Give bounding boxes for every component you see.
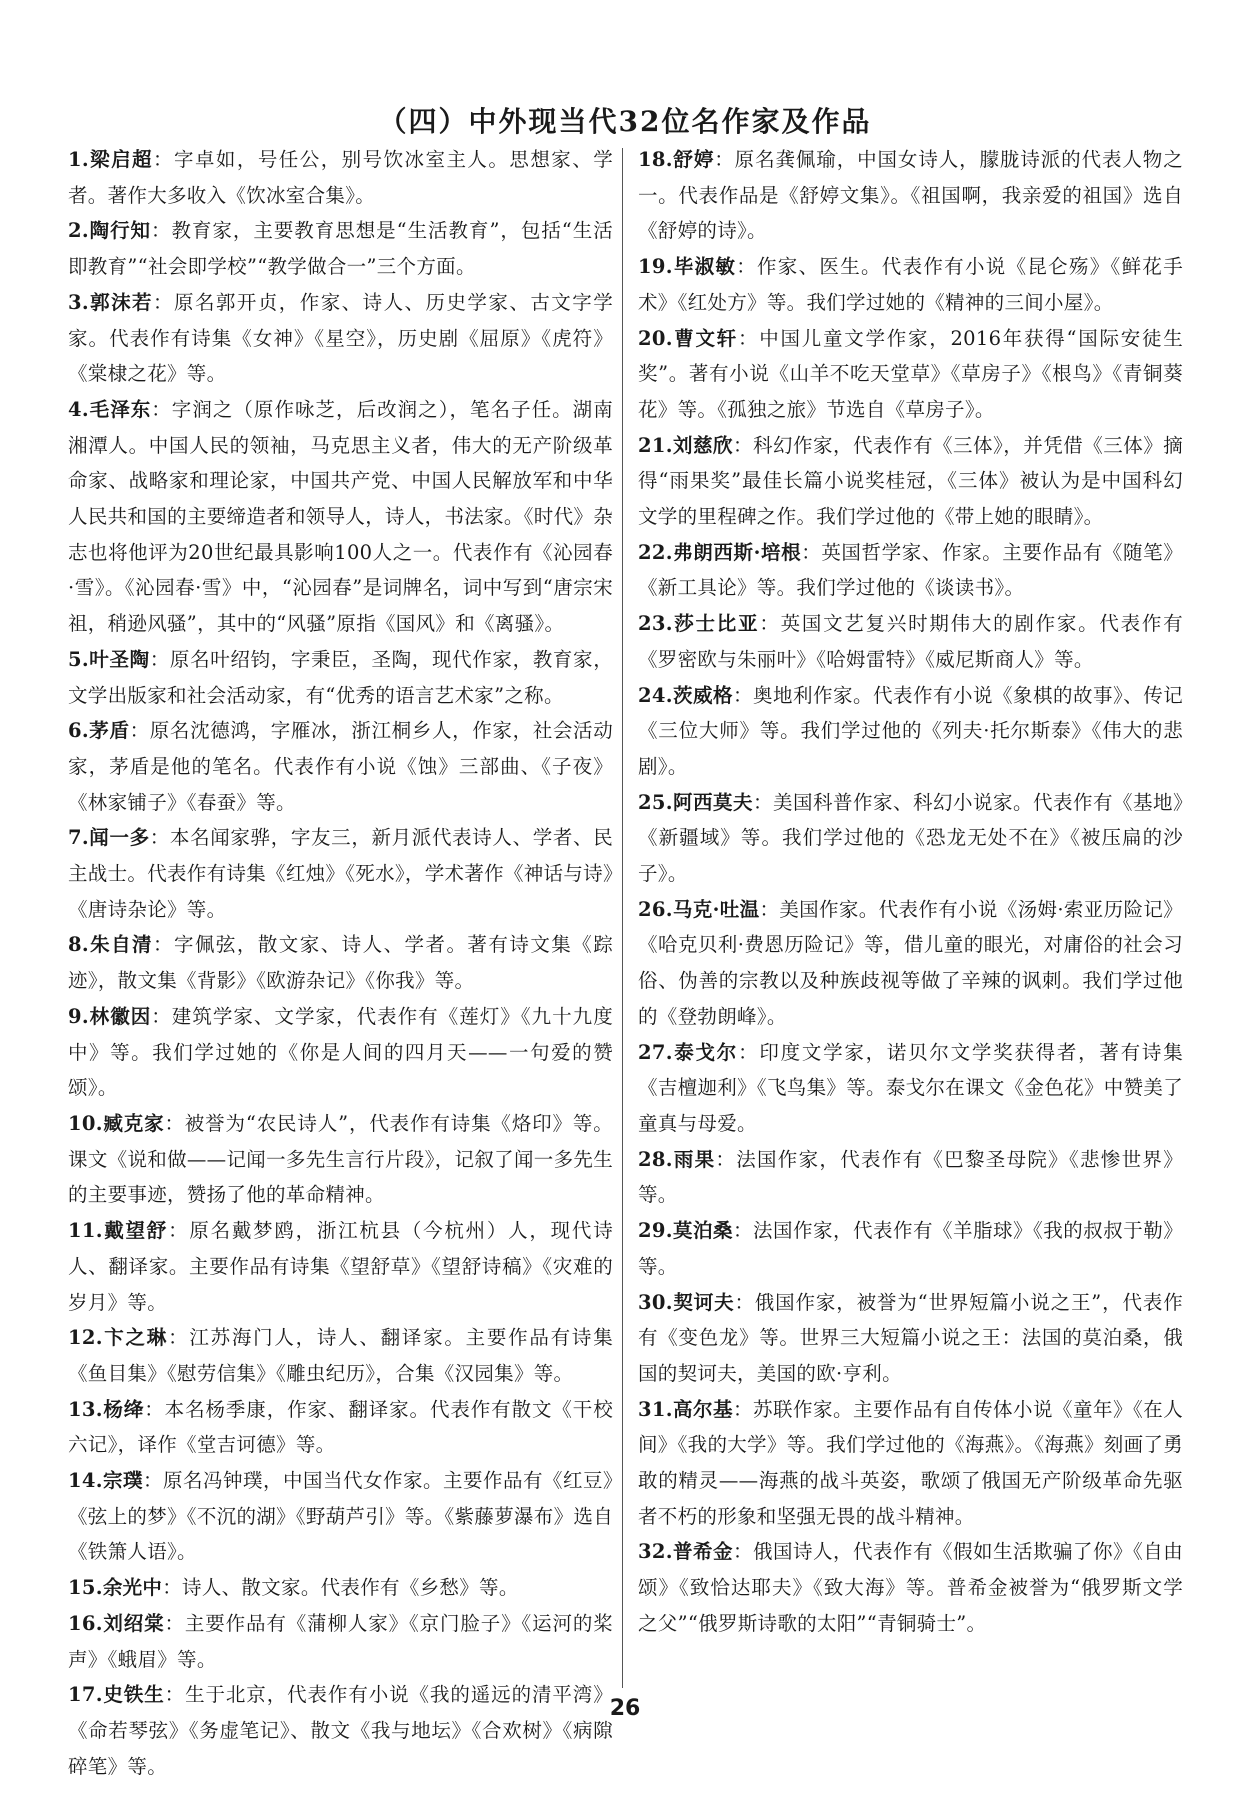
entry-1	[68, 142, 613, 213]
entry-name: 24.茨威格	[638, 683, 734, 707]
entry-text: ：英国文艺复兴时期伟大的剧作家。代表作有《罗密欧与朱丽叶》《哈姆雷特》《威尼斯商人》等。	[638, 612, 1183, 671]
entry-text: ：苏联作家。主要作品有自传体小说《童年》《在人间》《我的大学》等。我们学过他的《海燕》。《海燕》刻画了勇敢的精灵——海燕的战斗英姿，歌颂了俄国无产阶级革命先驱者不朽的形象和坚强无畏的战斗精神。	[638, 1397, 1183, 1528]
entry-text: ：原名沈德鸿，字雁冰，浙江桐乡人，作家，社会活动家，茅盾是他的笔名。代表作有小说《蚀》三部曲、《子夜》《林家铺子》《春蚕》等。	[68, 719, 613, 814]
entry-27	[638, 1035, 1183, 1142]
entry-name: 20.曹文轩	[638, 326, 739, 350]
entry-name: 2.陶行知	[68, 219, 152, 243]
entry-19	[638, 249, 1183, 320]
entry-text: ：法国作家，代表作有《巴黎圣母院》《悲惨世界》等。	[638, 1147, 1183, 1207]
entry-name: 15.余光中	[68, 1576, 163, 1600]
entry-4	[68, 392, 613, 642]
entry-name: 13.杨绛	[68, 1397, 145, 1421]
page-number: 26	[609, 1696, 641, 1721]
entry-25	[638, 785, 1183, 892]
page-title: （四）中外现当代32位名作家及作品	[378, 105, 872, 138]
entry-name: 6.茅盾	[68, 719, 130, 743]
entry-text: ：生于北京，代表作有小说《我的遥远的清平湾》《命若琴弦》《务虚笔记》、散文《我与地坛》《合欢树》《病隙碎笔》等。	[68, 1683, 613, 1778]
entry-text: ：英国哲学家、作家。主要作品有《随笔》《新工具论》等。我们学过他的《谈读书》。	[638, 540, 1183, 600]
entry-name: 25.阿西莫夫	[638, 790, 754, 814]
entry-text: ：美国作家。代表作有小说《汤姆·索亚历险记》《哈克贝利·费恩历险记》等，借儿童的眼光，对庸俗的社会习俗、伪善的宗教以及种族歧视等做了辛辣的讽刺。我们学过他的《登勃朗峰》。	[638, 897, 1183, 1028]
entry-name: 23.莎士比亚	[638, 612, 760, 636]
entry-text: ：诗人、散文家。代表作有《乡愁》等。	[162, 1576, 519, 1600]
entry-name: 18.舒婷	[638, 148, 715, 171]
entry-text: ：俄国诗人，代表作有《假如生活欺骗了你》《自由颂》《致恰达耶夫》《致大海》等。普希金被誉为“俄罗斯文学之父”“俄罗斯诗歌的太阳”“青铜骑士”。	[638, 1540, 1183, 1635]
entry-name: 12.卞之琳	[68, 1326, 169, 1350]
entry-text: ：原名叶绍钧，字秉臣，圣陶，现代作家，教育家，文学出版家和社会活动家，有“优秀的语言艺术家”之称。	[68, 647, 613, 707]
entry-name: 17.史铁生	[68, 1683, 165, 1707]
entry-text: ：江苏海门人，诗人、翻译家。主要作品有诗集《鱼目集》《慰劳信集》《雕虫纪历》，合集《汉园集》等。	[68, 1326, 613, 1385]
entry-26	[638, 892, 1183, 1035]
entry-15	[68, 1570, 613, 1606]
entry-text: ：原名郭开贞，作家、诗人、历史学家、古文字学家。代表作有诗集《女神》《星空》，历史剧《屈原》《虎符》《棠棣之花》等。	[68, 290, 614, 386]
entry-text: ：美国科普作家、科幻小说家。代表作有《基地》《新疆域》等。我们学过他的《恐龙无处不在》《被压扁的沙子》。	[638, 790, 1183, 886]
entry-name: 27.泰戈尔	[638, 1040, 739, 1064]
entry-16	[68, 1606, 613, 1677]
entry-name: 8.朱自清	[68, 933, 154, 957]
entry-text: ：字润之（原作咏芝，后改润之），笔名子任。湖南湘潭人。中国人民的领袖，马克思主义者，伟大的无产阶级革命家、战略家和理论家，中国共产党、中国人民解放军和中华人民共和国的主要缔造者和领导人，诗人，书法家。《时代》杂志也将他评为20世纪最具影响100人之一。代表作有《沁园春·雪》。《沁园春·雪》中，“沁园春”是词牌名，词中写到“唐宗宋祖，稍逊风骚”，其中的“风骚”原指《国风》和《离骚》。	[68, 397, 613, 636]
left-column	[68, 142, 613, 1784]
entry-text: ：本名闻家骅，字友三，新月派代表诗人、学者、民主战士。代表作有诗集《红烛》《死水》，学术著作《神话与诗》《唐诗杂论》等。	[68, 826, 613, 921]
right-column	[638, 142, 1183, 1642]
entry-text: ：字卓如，号任公，别号饮冰室主人。思想家、学者。著作大多收入《饮冰室合集》。	[68, 148, 614, 207]
entry-text: ：本名杨季康，作家、翻译家。代表作有散文《干校六记》，译作《堂吉诃德》等。	[68, 1397, 613, 1457]
entry-14	[68, 1463, 613, 1570]
entry-name: 32.普希金	[638, 1540, 734, 1564]
entry-21	[638, 428, 1183, 535]
entry-text: ：字佩弦，散文家、诗人、学者。著有诗文集《踪迹》，散文集《背影》《欧游杂记》《你我》等。	[68, 933, 614, 993]
entry-name: 5.叶圣陶	[68, 647, 150, 671]
entry-text: ：原名冯钟璞，中国当代女作家。主要作品有《红豆》《弦上的梦》《不沉的湖》《野葫芦引》等。《紫藤萝瀑布》选自《铁箫人语》。	[68, 1469, 613, 1564]
entry-name: 9.林徽因	[68, 1004, 152, 1028]
entry-name: 29.莫泊桑	[638, 1219, 734, 1243]
entry-13	[68, 1392, 613, 1463]
entry-text: ：教育家，主要教育思想是“生活教育”，包括“生活即教育”“社会即学校”“教学做合一”三个方面。	[68, 219, 613, 279]
entry-name: 16.刘绍棠	[68, 1611, 165, 1635]
entry-name: 11.戴望舒	[68, 1219, 169, 1243]
entry-12	[68, 1320, 613, 1391]
entry-7	[68, 820, 613, 927]
entry-20	[638, 321, 1183, 428]
entry-text: ：俄国作家，被誉为“世界短篇小说之王”，代表作有《变色龙》等。世界三大短篇小说之王：法国的莫泊桑，俄国的契诃夫，美国的欧·亨利。	[638, 1290, 1183, 1385]
entry-name: 19.毕淑敏	[638, 255, 737, 279]
entry-text: ：奥地利作家。代表作有小说《象棋的故事》、传记《三位大师》等。我们学过他的《列夫·托尔斯泰》《伟大的悲剧》。	[638, 683, 1183, 778]
column-divider	[622, 148, 623, 1688]
entry-name: 28.雨果	[638, 1147, 716, 1171]
entry-name: 14.宗璞	[68, 1469, 144, 1493]
entry-text: ：被誉为“农民诗人”，代表作有诗集《烙印》等。课文《说和做——记闻一多先生言行片段》，记叙了闻一多先生的主要事迹，赞扬了他的革命精神。	[68, 1111, 613, 1207]
entry-text: ：建筑学家、文学家，代表作有《莲灯》《九十九度中》等。我们学过她的《你是人间的四月天——一句爱的赞颂》。	[68, 1004, 613, 1100]
entry-9	[68, 999, 613, 1106]
entry-name: 22.弗朗西斯·培根	[638, 540, 802, 564]
entry-text: ：原名戴梦鸥，浙江杭县（今杭州）人，现代诗人、翻译家。主要作品有诗集《望舒草》《望舒诗稿》《灾难的岁月》等。	[68, 1219, 613, 1314]
entry-name: 7.闻一多	[68, 826, 150, 850]
entry-text: ：原名龚佩瑜，中国女诗人，朦胧诗派的代表人物之一。代表作品是《舒婷文集》。《祖国啊，我亲爱的祖国》选自《舒婷的诗》。	[638, 148, 1183, 243]
entry-29	[638, 1213, 1183, 1284]
entry-name: 21.刘慈欣	[638, 433, 734, 457]
entry-22	[638, 535, 1183, 606]
entry-18	[638, 142, 1183, 249]
entry-30	[638, 1285, 1183, 1392]
entry-23	[638, 606, 1183, 677]
entry-text: ：作家、医生。代表作有小说《昆仑殇》《鲜花手术》《红处方》等。我们学过她的《精神的三间小屋》。	[638, 255, 1183, 314]
entry-name: 30.契诃夫	[638, 1290, 735, 1314]
entry-3	[68, 285, 613, 392]
entry-8	[68, 927, 613, 998]
entry-24	[638, 678, 1183, 785]
entry-name: 3.郭沫若	[68, 290, 154, 314]
entry-text: ：科幻作家，代表作有《三体》，并凭借《三体》摘得“雨果奖”最佳长篇小说奖桂冠，《三体》被认为是中国科幻文学的里程碑之作。我们学过他的《带上她的眼睛》。	[638, 433, 1183, 529]
entry-6	[68, 713, 613, 820]
entry-5	[68, 642, 613, 713]
entry-11	[68, 1213, 613, 1320]
entry-2	[68, 213, 613, 284]
entry-28	[638, 1142, 1183, 1213]
entry-name: 31.高尔基	[638, 1397, 734, 1421]
entry-name: 4.毛泽东	[68, 397, 152, 421]
entry-17	[68, 1677, 613, 1784]
entry-text: ：中国儿童文学作家，2016年获得“国际安徒生奖”。著有小说《山羊不吃天堂草》《草房子》《根鸟》《青铜葵花》等。《孤独之旅》节选自《草房子》。	[638, 326, 1183, 421]
entry-text: ：印度文学家，诺贝尔文学奖获得者，著有诗集《吉檀迦利》《飞鸟集》等。泰戈尔在课文《金色花》中赞美了童真与母爱。	[638, 1040, 1183, 1135]
entry-10	[68, 1106, 613, 1213]
entry-32	[638, 1534, 1183, 1641]
entry-name: 26.马克·吐温	[638, 897, 760, 921]
entry-text: ：法国作家，代表作有《羊脂球》《我的叔叔于勒》等。	[638, 1219, 1183, 1278]
entry-31	[638, 1392, 1183, 1535]
entry-name: 1.梁启超	[68, 148, 154, 171]
entry-text: ：主要作品有《蒲柳人家》《京门脸子》《运河的桨声》《蛾眉》等。	[68, 1611, 613, 1671]
entry-name: 10.臧克家	[68, 1111, 165, 1135]
